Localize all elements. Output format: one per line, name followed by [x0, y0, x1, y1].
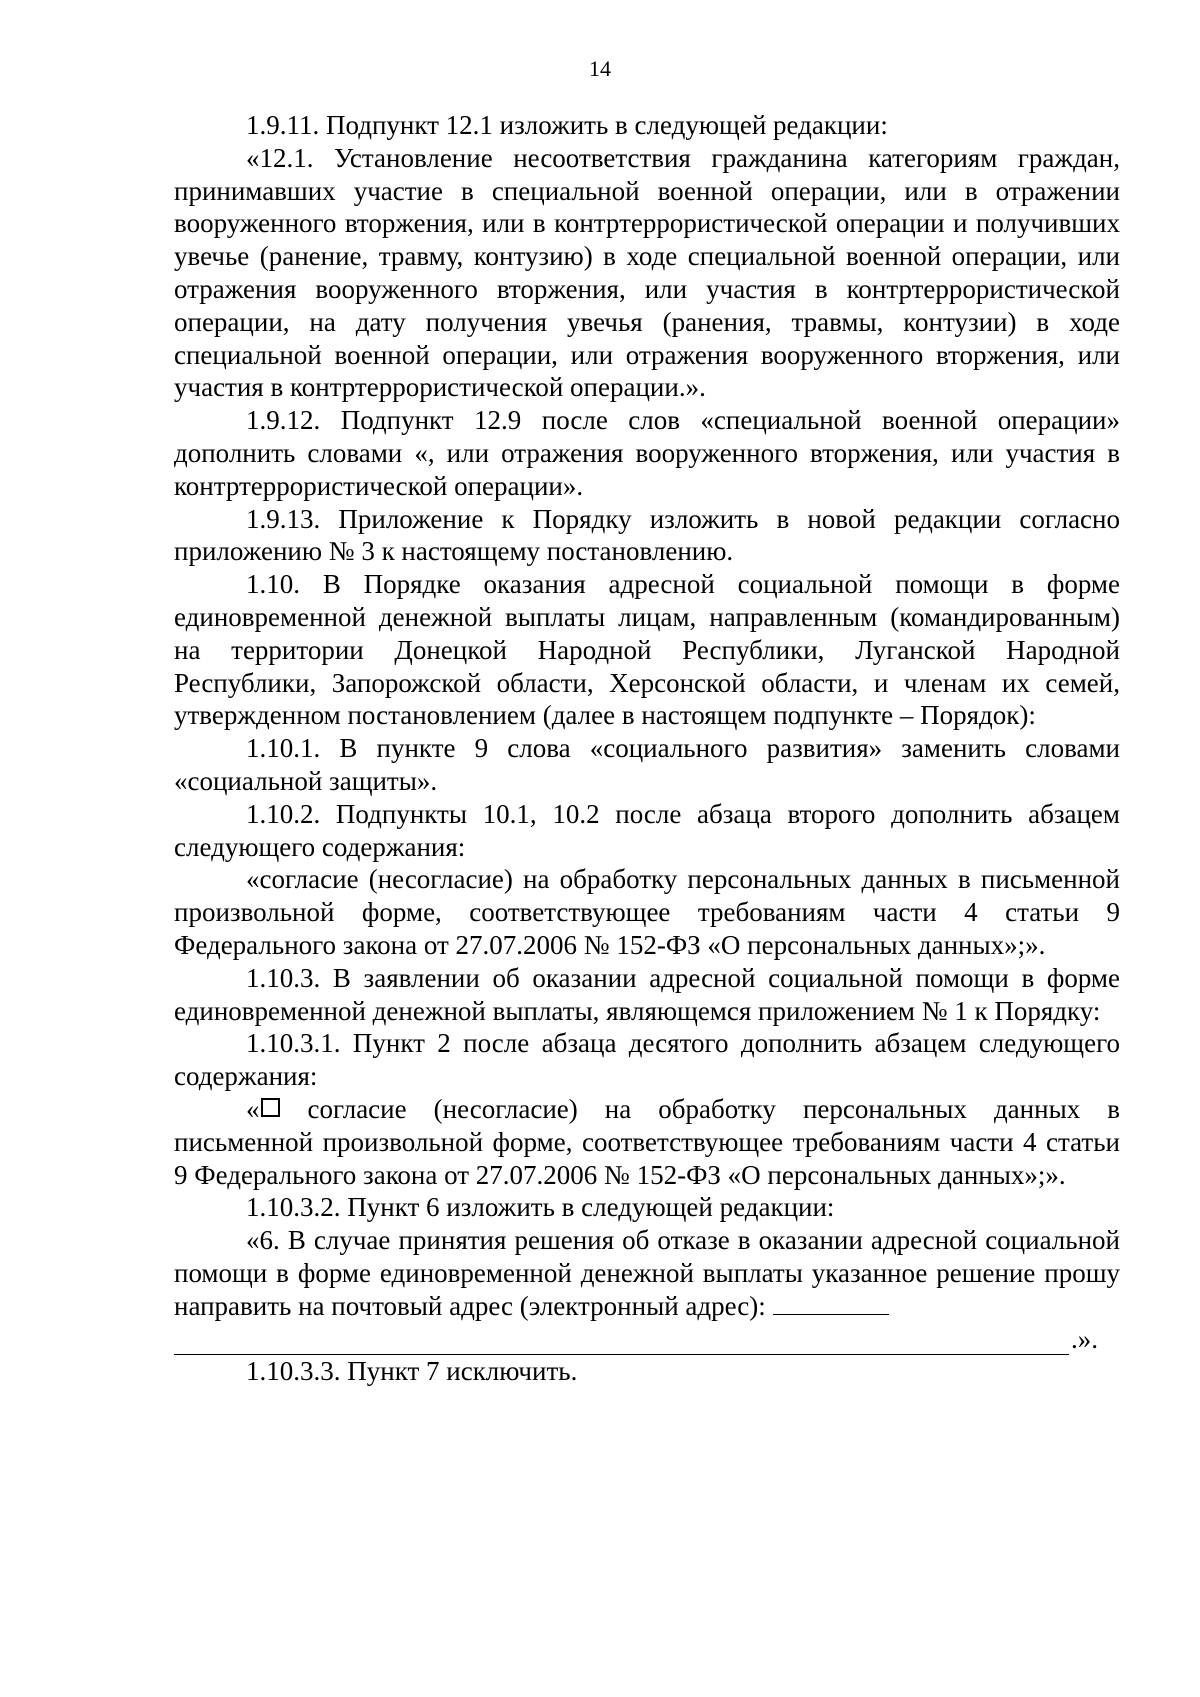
address-blank-line [773, 1290, 889, 1315]
paragraph-1-10-2: 1.10.2. Подпункты 10.1, 10.2 после абзаца второго дополнить абзацем следующего содержания: [174, 798, 1120, 862]
paragraph-6-text [174, 1224, 1120, 1322]
paragraph-1-10-1: 1.10.1. В пункте 9 слова «социального развития» заменить словами «социальной защиты». [174, 733, 1120, 796]
paragraph-1-10-3: 1.10.3. В заявлении об оказании адресной социальной помощи в форме единовременной денежной выплаты, являющемся приложением № 1 к Порядку: [174, 962, 1120, 1026]
paragraph-1-9-11: 1.9.11. Подпункт 12.1 изложить в следующей редакции: [246, 110, 888, 140]
empty-checkbox-icon [261, 1098, 280, 1117]
paragraph-1-9-12: 1.9.12. Подпункт 12.9 после слов «специальной военной операции» дополнить словами «, или отражения вооруженного вторжения, или участия в контртеррористической операции». [174, 405, 1120, 501]
paragraph-1-10-3-2: 1.10.3.2. Пункт 6 изложить в следующей редакции: [246, 1192, 835, 1223]
consent-checkbox-text: согласие (несогласие) на обработку персональных данных в письменной произвольной форме, соответствующее требованиям части 4 статьи 9 Федерального закона от 27.07.2006 № 152-ФЗ «О персональных данных»;». [174, 1093, 1120, 1190]
paragraph-12-1-text: «12.1. Установление несоответствия гражданина категориям граждан, принимавших участие в специальной военной операции, или в отражении вооруженного вторжения, или в контртеррористической операции и получивших увечье (ранение, травму, контузию) в ходе специальной военной операции, или отражения вооруженного вторжения, или участия в контртеррористической операции, на дату получения увечья (ранения, травмы, контузии) в ходе специальной военной операции, или отражения вооруженного вторжения, или участия в контртеррористической операции.». [174, 142, 1120, 403]
paragraph-6-body: «6. В случае принятия решения об отказе в оказании адресной социальной помощи в форме единовременной денежной выплаты указанное решение прошу направить на почтовый адрес (электронный адрес): [174, 1225, 1120, 1321]
address-closing: .». [1071, 1323, 1098, 1354]
paragraph-1-10-3-3: 1.10.3.3. Пункт 7 исключить. [246, 1356, 578, 1387]
page-number: 14 [589, 56, 611, 81]
paragraph-1-10: 1.10. В Порядке оказания адресной социальной помощи в форме единовременной денежной выплаты лицам, направленным (командированным) на территории Донецкой Народной Республики, Луганской Народной Республики, Запорожской области, Херсонской области, и членам их семей, утвержденном постановлением (далее в настоящем подпункте – Порядок): [174, 569, 1120, 731]
paragraph-consent-text: «согласие (несогласие) на обработку персональных данных в письменной произвольной форме, соответствующее требованиям части 4 статьи 9 Федерального закона от 27.07.2006 № 152-ФЗ «О персональных данных»;». [174, 864, 1120, 960]
address-blank-row [174, 1322, 1120, 1355]
document-body [174, 109, 1120, 1388]
paragraph-1-10-3-1: 1.10.3.1. Пункт 2 после абзаца десятого дополнить абзацем следующего содержания: [174, 1028, 1120, 1092]
opening-quote: « [246, 1093, 260, 1124]
address-blank-long-line [174, 1328, 1069, 1355]
paragraph-consent-checkbox [174, 1093, 1120, 1191]
paragraph-1-9-13: 1.9.13. Приложение к Порядку изложить в новой редакции согласно приложению № 3 к настоящему постановлению. [174, 503, 1120, 567]
